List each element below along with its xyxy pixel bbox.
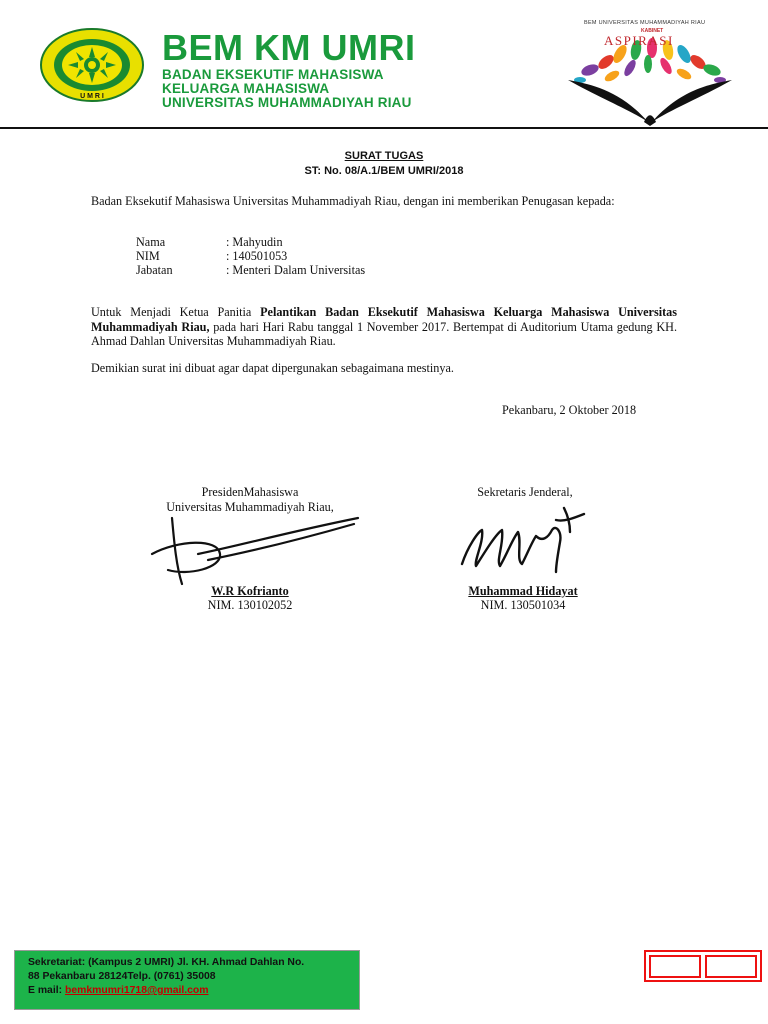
bem-seal-logo xyxy=(40,28,144,102)
assignee-name-row xyxy=(136,235,283,250)
footer-email-line xyxy=(28,984,359,998)
assignee-position-value: : Menteri Dalam Universitas xyxy=(226,263,366,277)
left-role-line-2: Universitas Muhammadiyah Riau, xyxy=(166,499,334,514)
letter-closing: Demikian surat ini dibuat agar dapat dipergunakan sebagaimana mestinya. xyxy=(91,361,454,375)
assignee-name-label: Nama xyxy=(136,235,166,249)
letter-body-event: Pelantikan Badan Eksekutif Mahasiswa Keluarga Mahasiswa Universitas Muhammadiyah Riau, xyxy=(91,305,677,334)
aspirasi-logo-name: ASPIRASI xyxy=(604,33,674,48)
place-date: Pekanbaru, 2 Oktober 2018 xyxy=(502,403,637,417)
letter-body-suffix: pada hari Hari Rabu tanggal 1 November 2017. Bertempat di Auditorium Utama gedung KH. Ahmad Dahlan Universitas Muhammadiyah Riau. xyxy=(91,319,677,348)
letter-intro: Badan Eksekutif Mahasiswa Universitas Muhammadiyah Riau, dengan ini memberikan Penugasan kepada: xyxy=(91,194,615,208)
footer-address-line-2: 88 Pekanbaru 28124Telp. (0761) 35008 xyxy=(28,971,216,982)
secretary-name: Muhammad Hidayat xyxy=(468,584,578,598)
aspirasi-logo-kabinet: KABINET xyxy=(641,28,664,34)
president-nim: NIM. 130102052 xyxy=(207,598,293,612)
assignee-nim-value: : 140501053 xyxy=(226,249,288,263)
secretary-signature xyxy=(452,502,594,584)
letter-number: ST: No. 08/A.1/BEM UMRI/2018 xyxy=(304,165,464,177)
footer-address-line-1: Sekretariat: (Kampus 2 UMRI) Jl. KH. Ahmad Dahlan No. xyxy=(28,957,305,968)
assignee-position-row xyxy=(136,263,365,278)
org-subtitle-line-1: BADAN EKSEKUTIF MAHASISWA xyxy=(162,67,384,82)
footer-email-label: E mail: xyxy=(28,985,65,996)
org-subtitle-line-3: UNIVERSITAS MUHAMMADIYAH RIAU xyxy=(162,95,412,110)
red-box-left xyxy=(649,955,701,978)
footer-address-box xyxy=(14,950,360,1010)
red-box-right xyxy=(705,955,757,978)
assignee-nim-row xyxy=(136,249,287,264)
letter-title: SURAT TUGAS xyxy=(344,150,424,162)
aspirasi-logo-caption: BEM UNIVERSITAS MUHAMMADIYAH RIAU xyxy=(584,20,706,26)
header-divider xyxy=(0,127,768,129)
footer-red-boxes xyxy=(644,950,762,982)
svg-text:U M R I: U M R I xyxy=(80,93,104,100)
assignee-position-label: Jabatan xyxy=(136,263,173,277)
right-signatory-role: Sekretaris Jenderal, xyxy=(477,485,573,499)
letter-body xyxy=(91,305,677,349)
org-subtitle-line-2: KELUARGA MAHASISWA xyxy=(162,81,330,96)
letter-body-prefix: Untuk Menjadi Ketua Panitia xyxy=(91,305,261,319)
president-signature xyxy=(138,510,376,590)
secretary-nim: NIM. 130501034 xyxy=(480,598,566,612)
assignee-name-value: : Mahyudin xyxy=(226,235,283,249)
org-title: BEM KM UMRI xyxy=(162,27,416,68)
footer-email-link[interactable]: bemkmumri1718@gmail.com xyxy=(64,985,209,996)
president-name: W.R Kofrianto xyxy=(211,584,289,598)
assignee-nim-label: NIM xyxy=(136,249,160,263)
left-role-line-1: PresidenMahasiswa xyxy=(201,485,299,499)
